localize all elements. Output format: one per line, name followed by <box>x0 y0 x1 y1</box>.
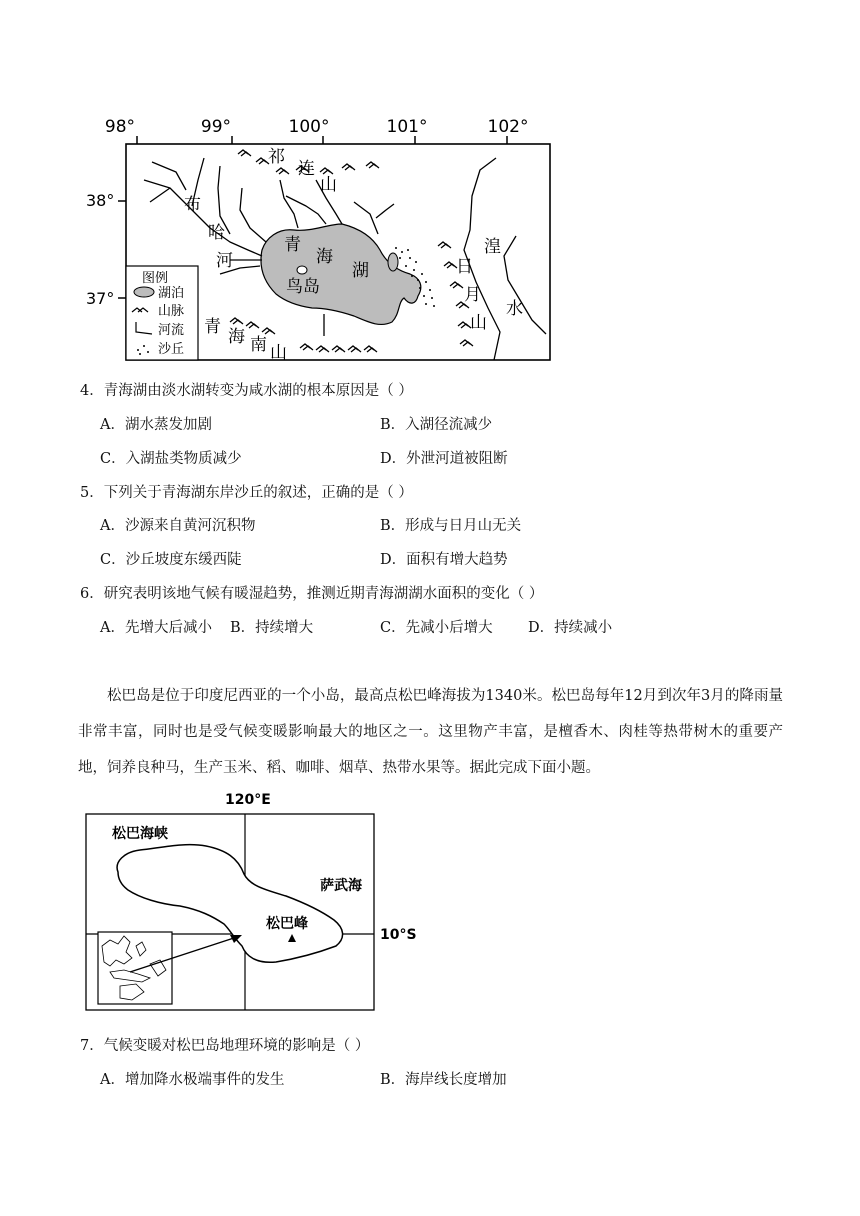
question-4-option-c[interactable]: C．入湖盐类物质减少 <box>100 451 242 467</box>
question-4-option-a[interactable]: A．湖水蒸发加剧 <box>100 417 212 433</box>
question-7-option-a[interactable]: A．增加降水极端事件的发生 <box>100 1072 285 1088</box>
label-lian: 连 <box>298 159 315 179</box>
legend-river: 河流 <box>158 323 185 338</box>
lat-label-37: 37° <box>86 289 115 308</box>
label-peak: 松巴峰 <box>266 916 308 932</box>
label-he: 河 <box>216 251 233 271</box>
question-5-option-d[interactable]: D．面积有增大趋势 <box>380 552 508 568</box>
label-qing: 青 <box>284 235 301 255</box>
question-4-stem: 4．青海湖由淡水湖转变为咸水湖的根本原因是（ ） <box>80 383 413 399</box>
legend-dune: 沙丘 <box>158 342 185 357</box>
question-7-option-b[interactable]: B．海岸线长度增加 <box>380 1072 507 1088</box>
question-4-option-b[interactable]: B．入湖径流减少 <box>380 417 493 433</box>
legend-title: 图例 <box>142 271 169 286</box>
question-5-option-c[interactable]: C．沙丘坡度东缓西陡 <box>100 552 242 568</box>
question-5-option-a[interactable]: A．沙源来自黄河沉积物 <box>100 518 256 534</box>
label-hai: 海 <box>316 247 333 267</box>
lon-label-98: 98° <box>104 117 136 137</box>
question-6-option-b[interactable]: B．持续增大 <box>230 620 314 636</box>
label-yue: 月 <box>464 285 481 305</box>
label-ri: 日 <box>456 257 473 277</box>
qinghai-lake-map <box>80 110 560 370</box>
lon-label-99: 99° <box>200 117 232 137</box>
label-qi: 祁 <box>268 147 285 167</box>
lon-label-102: 102° <box>487 117 529 137</box>
label-shan2: 山 <box>470 313 487 333</box>
legend-mountain: 山脉 <box>158 304 185 319</box>
lat-label-38: 38° <box>86 191 115 210</box>
sumba-passage: 松巴岛是位于印度尼西亚的一个小岛，最高点松巴峰海拔为1340米。松巴岛每年12月到次年3月的降雨量非常丰富，同时也是受气候变暖影响最大的地区之一。这里物产丰富，是檀香木、肉桂等热带树木的重要产地，饲养良种马，生产玉米、稻、咖啡、烟草、热带水果等。据此完成下面小题。 <box>78 688 783 776</box>
lon-label-101: 101° <box>386 117 428 137</box>
question-6-option-c[interactable]: C．先减小后增大 <box>380 620 493 636</box>
label-shan3: 山 <box>270 343 287 363</box>
legend-lake-icon <box>134 287 154 297</box>
lon-label-120e: 120°E <box>225 792 271 808</box>
label-nan: 南 <box>250 335 267 355</box>
label-shui: 水 <box>506 299 523 319</box>
label-hu: 湖 <box>352 261 369 281</box>
question-5-stem: 5．下列关于青海湖东岸沙丘的叙述，正确的是（ ） <box>80 485 413 501</box>
question-6-option-d[interactable]: D．持续减小 <box>528 620 613 636</box>
label-ha: 哈 <box>208 223 225 243</box>
question-5-option-b[interactable]: B．形成与日月山无关 <box>380 518 522 534</box>
legend-lake: 湖泊 <box>158 286 185 301</box>
label-qing2: 青 <box>204 317 221 337</box>
label-sea: 萨武海 <box>320 878 362 894</box>
label-bu: 布 <box>184 195 201 215</box>
label-strait: 松巴海峡 <box>112 826 168 842</box>
question-6-option-a[interactable]: A．先增大后减小 <box>100 620 212 636</box>
east-islet <box>388 253 398 271</box>
sumba-island-map <box>80 786 420 1016</box>
lat-label-10s: 10°S <box>380 927 417 943</box>
inset-frame <box>98 932 172 1004</box>
label-shan1: 山 <box>320 175 337 195</box>
lon-label-100: 100° <box>288 117 330 137</box>
label-niaodao: 鸟岛 <box>286 277 320 297</box>
label-hai2: 海 <box>228 327 245 347</box>
question-4-option-d[interactable]: D．外泄河道被阻断 <box>380 451 508 467</box>
label-huang: 湟 <box>484 237 501 257</box>
bird-island <box>297 266 307 274</box>
map-legend <box>126 266 198 360</box>
question-6-stem: 6．研究表明该地气候有暖湿趋势，推测近期青海湖湖水面积的变化（ ） <box>80 586 544 602</box>
question-7-stem: 7．气候变暖对松巴岛地理环境的影响是（ ） <box>80 1038 370 1054</box>
